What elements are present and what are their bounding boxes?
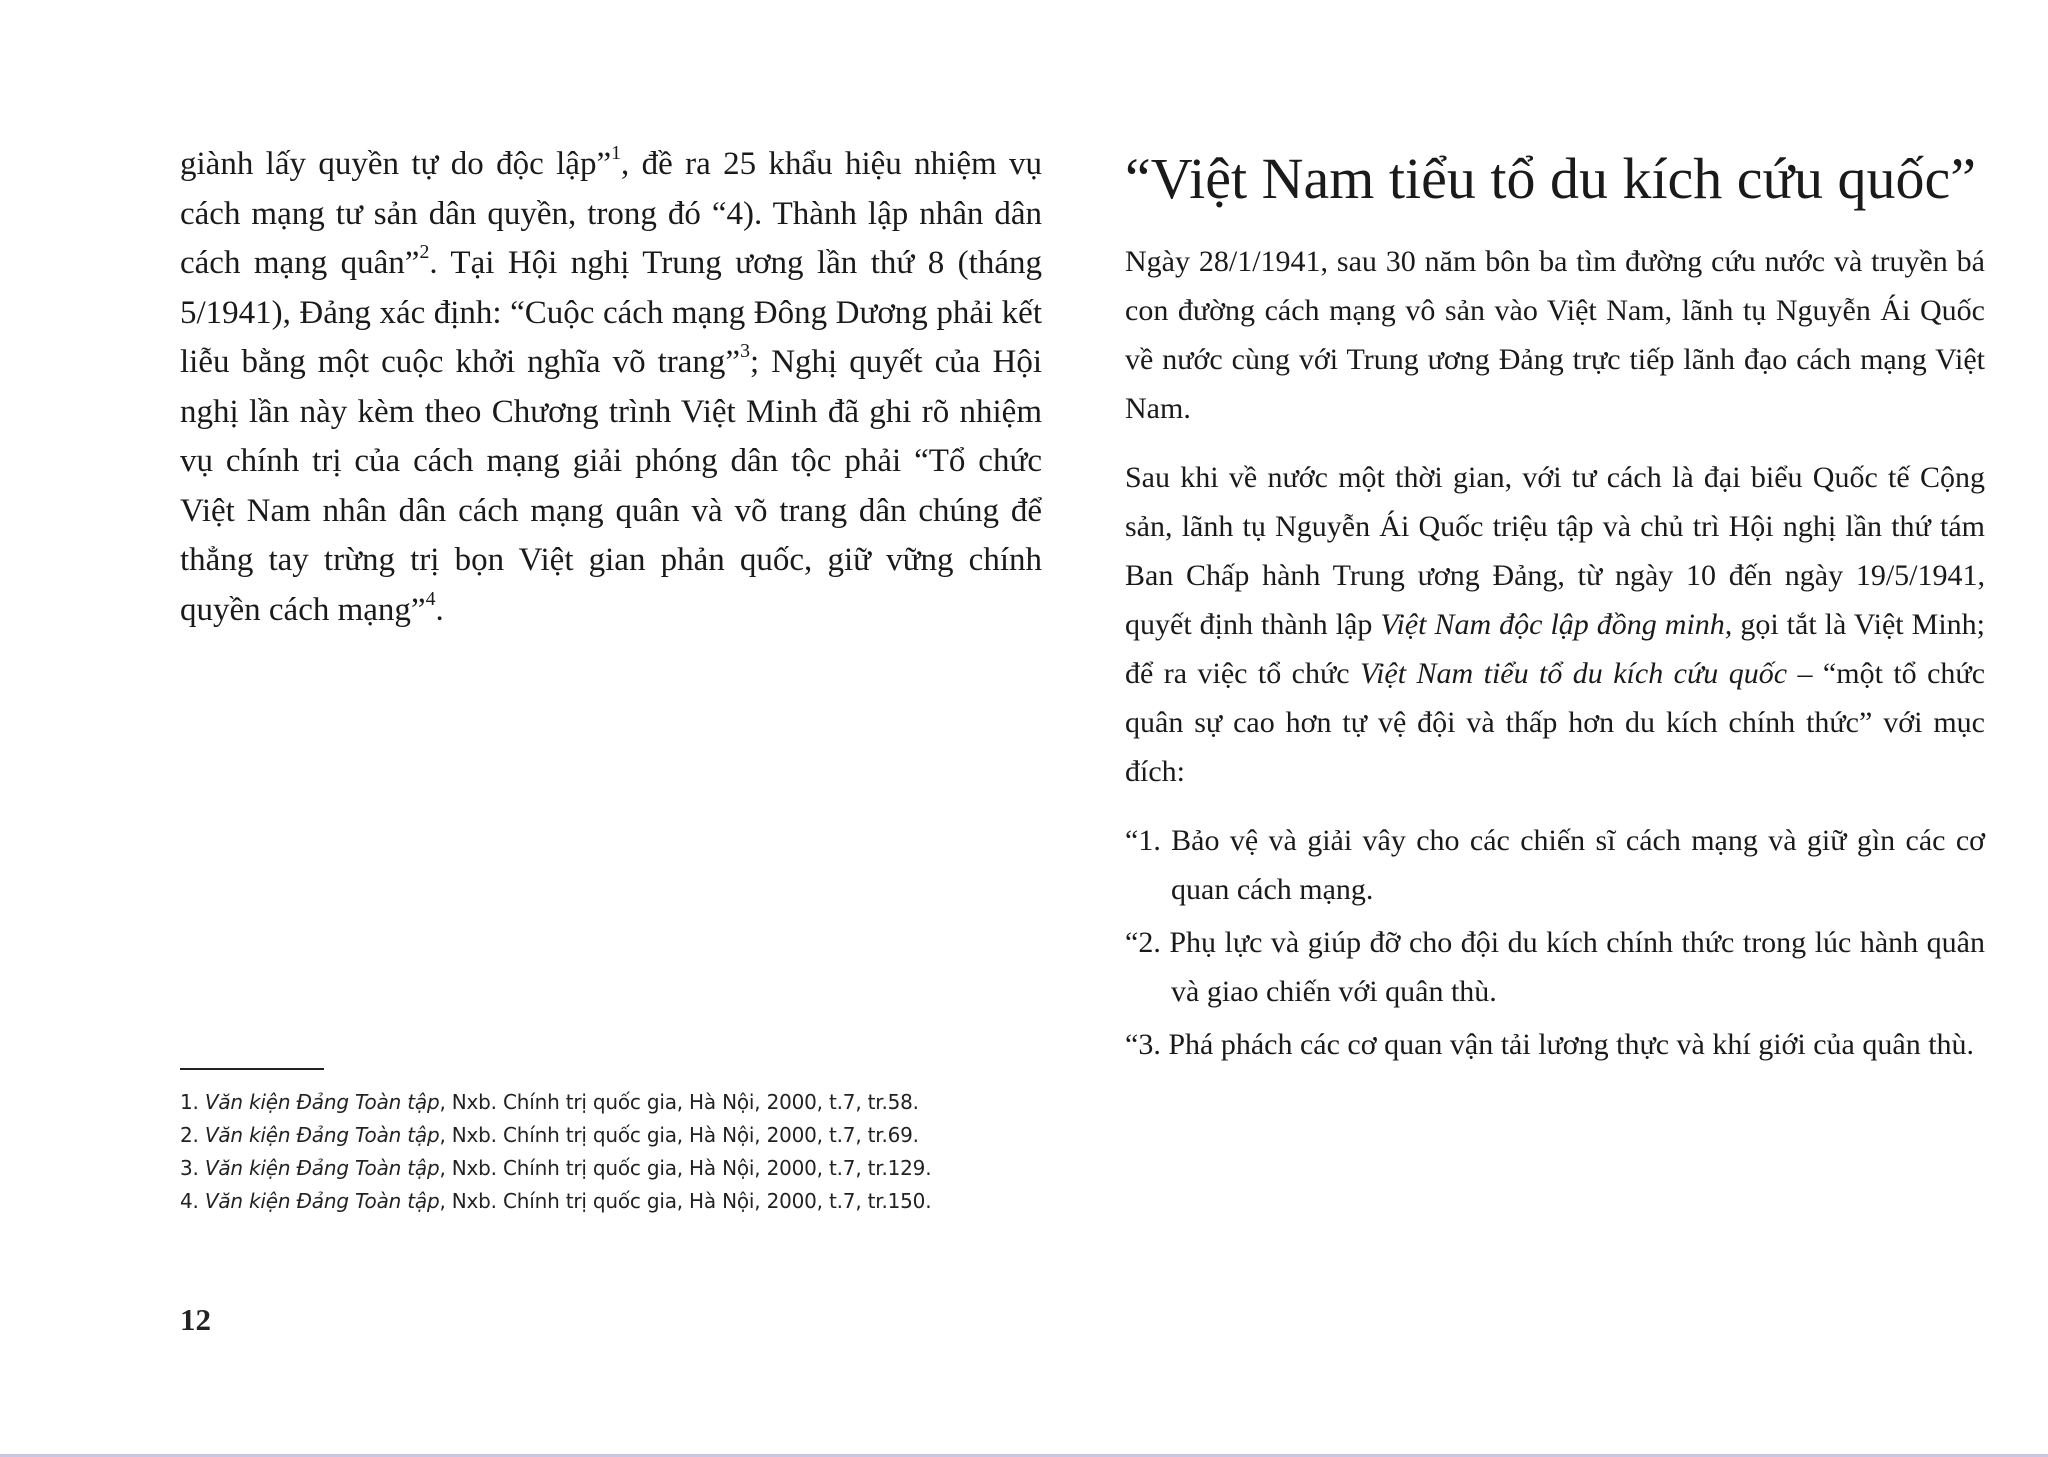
- paragraph-2: [1125, 453, 1985, 796]
- footnote-item: [180, 1086, 1080, 1119]
- list-item: “3. Phá phách các cơ quan vận tải lương thực và khí giới của quân thù.: [1125, 1028, 1975, 1061]
- footnote-number: 4.: [180, 1189, 199, 1213]
- footnote-title: Văn kiện Đảng Toàn tập: [204, 1123, 440, 1147]
- text-segment: giành lấy quyền tự do độc lập”: [180, 146, 612, 182]
- text-segment: , đề ra 25 khẩu hiệu nhiệm vụ cách mạng tư sản dân quyền, trong đó “4). Thành lập nhân dân cách mạng quân”: [180, 146, 1042, 281]
- footnote-text: , Nxb. Chính trị quốc gia, Hà Nội, 2000, t.7, tr.69.: [439, 1123, 919, 1147]
- footnote-ref: 4: [425, 587, 436, 610]
- paragraph-1: Ngày 28/1/1941, sau 30 năm bôn ba tìm đường cứu nước và truyền bá con đường cách mạng vô sản vào Việt Nam, lãnh tụ Nguyễn Ái Quốc về nước cùng với Trung ương Đảng trực tiếp lãnh đạo cách mạng Việt Nam.: [1125, 245, 1985, 425]
- left-page: [180, 140, 1042, 635]
- text-segment: Sau khi về nước một thời gian, với tư cách là đại biểu Quốc tế Cộng sản, lãnh tụ Nguyễn Ái Quốc triệu tập và chủ trì Hội nghị lần thứ tám Ban Chấp hành Trung ương Đảng, từ ngày 10 đến ngày 19/5/1941, quyết định thành lập: [1125, 461, 1985, 641]
- footnote-number: 3.: [180, 1156, 199, 1180]
- footnote-ref: 2: [419, 241, 430, 264]
- footnote-title: Văn kiện Đảng Toàn tập: [204, 1189, 440, 1213]
- footnote-item: [180, 1185, 1080, 1218]
- footnote-item: [180, 1119, 1080, 1152]
- footnote-number: 2.: [180, 1123, 199, 1147]
- footnote-title: Văn kiện Đảng Toàn tập: [204, 1090, 440, 1114]
- text-segment: gọi tắt là Việt Minh; để ra việc tổ chức: [1125, 608, 1985, 690]
- footnote-text: , Nxb. Chính trị quốc gia, Hà Nội, 2000, t.7, tr.150.: [439, 1189, 932, 1213]
- footnotes: [180, 1086, 1080, 1218]
- footnote-title: Văn kiện Đảng Toàn tập: [204, 1156, 440, 1180]
- footnote-ref: 1: [611, 142, 621, 165]
- footnote-item: [180, 1152, 1080, 1185]
- list-item: “1. Bảo vệ và giải vây cho các chiến sĩ cách mạng và giữ gìn các cơ quan cách mạng.: [1125, 824, 1985, 906]
- footnote-text: , Nxb. Chính trị quốc gia, Hà Nội, 2000, t.7, tr.58.: [439, 1090, 919, 1114]
- footnote-divider: [180, 1068, 324, 1070]
- text-segment: .: [435, 591, 444, 628]
- italic-term: Việt Nam độc lập đồng minh,: [1380, 608, 1733, 641]
- right-page: [1125, 140, 1985, 1073]
- page-number: 12: [180, 1302, 211, 1337]
- purpose-list: [1125, 816, 1985, 1069]
- left-paragraph: [180, 140, 1042, 635]
- text-segment: – “một tổ chức quân sự cao hơn tự vệ đội và thấp hơn du kích chính thức” với mục đích:: [1125, 657, 1986, 788]
- footnote-text: , Nxb. Chính trị quốc gia, Hà Nội, 2000, t.7, tr.129.: [439, 1156, 932, 1180]
- text-segment: ; Nghị quyết của Hội nghị lần này kèm theo Chương trình Việt Minh đã ghi rõ nhiệm vụ chính trị của cách mạng giải phóng dân tộc phải “Tổ chức Việt Nam nhân dân cách mạng quân và võ trang dân chúng để thẳng tay trừng trị bọn Việt gian phản quốc, giữ vững chính quyền cách mạng”: [180, 344, 1042, 628]
- footnote-number: 1.: [180, 1090, 199, 1114]
- italic-term: Việt Nam tiểu tổ du kích cứu quốc: [1359, 657, 1788, 690]
- text-segment: . Tại Hội nghị Trung ương lần thứ 8 (tháng 5/1941), Đảng xác định: “Cuộc cách mạng Đông Dương phải kết liễu bằng một cuộc khởi nghĩa võ trang”: [180, 245, 1042, 380]
- section-heading: “Việt Nam tiểu tổ du kích cứu quốc”: [1125, 146, 1976, 211]
- footnote-ref: 3: [740, 340, 750, 363]
- list-item: “2. Phụ lực và giúp đỡ cho đội du kích chính thức trong lúc hành quân và giao chiến với quân thù.: [1125, 926, 1985, 1008]
